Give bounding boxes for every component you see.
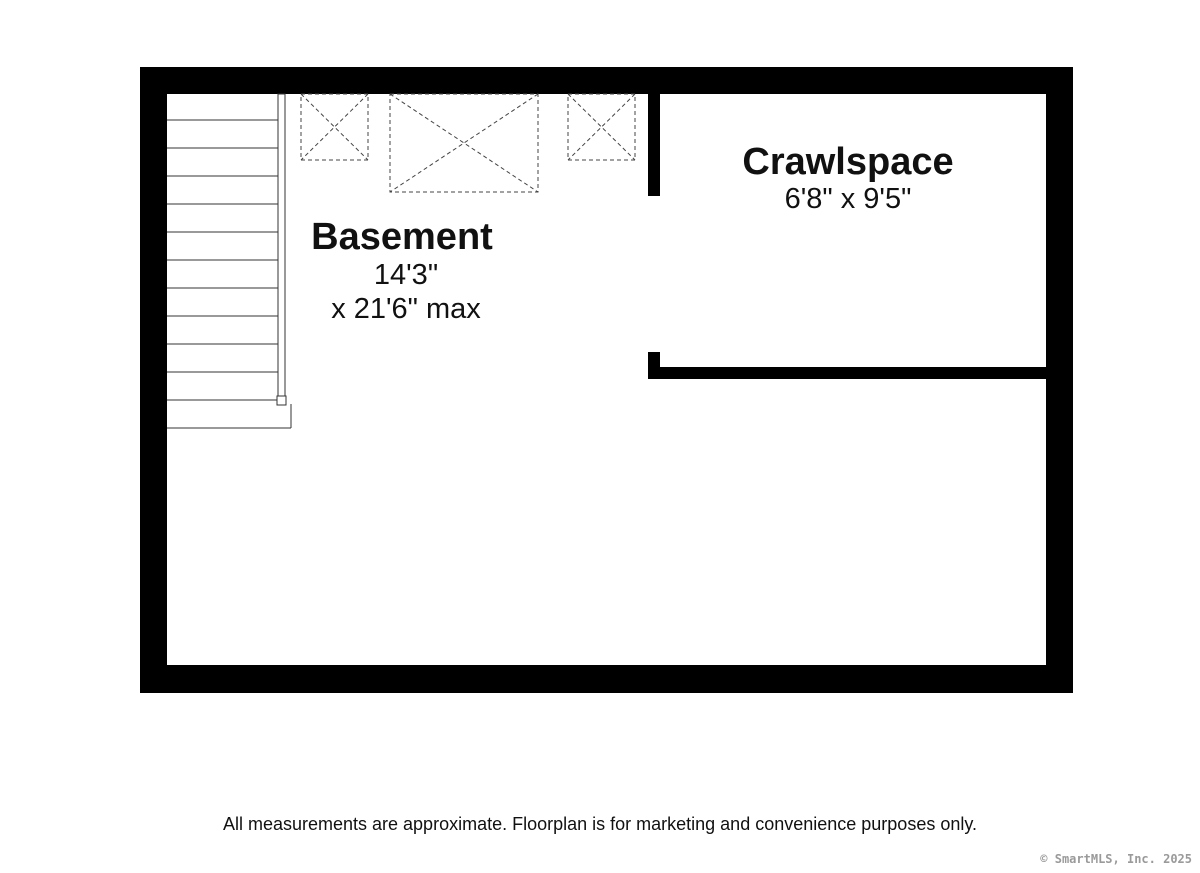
wall-bottom bbox=[140, 665, 1073, 693]
crawlspace-name: Crawlspace bbox=[742, 141, 954, 183]
interior-walls bbox=[648, 90, 1050, 379]
crawlspace-wall-bottom bbox=[648, 367, 1050, 379]
stair-railing bbox=[278, 94, 285, 398]
crawlspace-wall-upper bbox=[648, 90, 660, 196]
wall-left bbox=[140, 67, 167, 693]
wall-right bbox=[1046, 67, 1073, 693]
staircase-icon bbox=[167, 94, 291, 428]
crawlspace-dimension: 6'8" x 9'5" bbox=[784, 183, 912, 215]
window-icon-1 bbox=[301, 94, 368, 160]
basement-name: Basement bbox=[311, 216, 493, 258]
stair-newel-post bbox=[277, 396, 286, 405]
basement-dimension-line2: x 21'6" max bbox=[331, 293, 481, 325]
window-icon-3 bbox=[568, 94, 635, 160]
copyright-text: © SmartMLS, Inc. 2025 bbox=[1040, 852, 1192, 866]
wall-top bbox=[140, 67, 1073, 94]
disclaimer-text: All measurements are approximate. Floorplan is for marketing and convenience purposes only. bbox=[222, 814, 978, 834]
window-icon-2 bbox=[390, 94, 538, 192]
basement-dimension-line1: 14'3" bbox=[373, 259, 439, 291]
